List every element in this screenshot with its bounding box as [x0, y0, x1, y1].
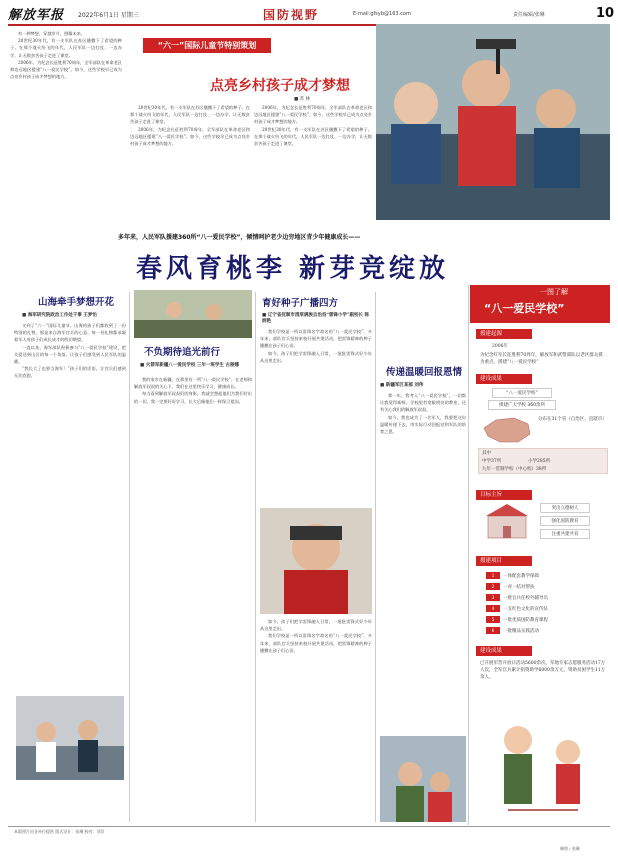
- mid-left-column-byline: ■ 火箭军新疆八一爱民学校 三年一班学生 古丽娜: [140, 363, 239, 368]
- footer-divider: [8, 826, 610, 827]
- page-number: 10: [596, 6, 615, 21]
- left-column-title: 山海牵手梦想开花: [38, 297, 115, 308]
- sidebar-plan-item: 1 一体配套教学保障: [486, 572, 539, 580]
- sidebar-section-scale: 建设成果: [476, 374, 532, 384]
- masthead-logo: 解放军报: [8, 8, 65, 23]
- top-paragraph: 2006年，为纪念长征胜利70周年，全军部队在革命老区和边远地区援建“八一爱民学校”。如今，这些学校早已成为点亮乡村孩子成才梦想的地方。: [10, 59, 122, 80]
- top-left-text: [10, 30, 122, 220]
- sidebar-section-future: 建设成果: [476, 646, 532, 656]
- footer-credits: 本版图片由各单位提供 版式设计：张琳 校对：刘洋: [14, 829, 105, 834]
- sidebar-table-value: 小学285所: [528, 459, 551, 464]
- top-paragraph: 有一种梦想，穿越岁月，照耀未来。: [18, 31, 86, 36]
- mid-left-column-title: 不负期待追光前行: [144, 347, 221, 358]
- sidebar-plan-item: 2 一对一结对帮扶: [486, 583, 535, 591]
- sidebar-plan-item: 4 一支红色文化的宣传队: [486, 605, 548, 613]
- sidebar-table-value: 九年一贯制学校（中心校）38所: [482, 467, 547, 472]
- mid-left-photo: [134, 290, 252, 338]
- main-headline: 春风育桃李 新芽竞绽放: [136, 254, 450, 284]
- sidebar-build-year: 2006年: [492, 344, 508, 349]
- masthead-email: E-mail:gfsyb@163.com: [353, 11, 411, 17]
- china-map-icon: [480, 414, 534, 446]
- mid-right-column-title: 育好种子广播四方: [262, 298, 339, 309]
- top-paragraph: 20世纪30年代，有一支军队在苏区播撒下了希望的种子。在那个战火纷飞的年代，人民军队一边打仗、一边办学，让无数贫苦孩子走进了课堂。: [10, 38, 122, 58]
- sidebar-plan-item: 3 一批官兵任校外辅导员: [486, 594, 548, 602]
- sidebar-section-plan: 援建项目: [476, 556, 532, 566]
- mid-right-column-text-2: 如今，孩子们把学雷锋融入日常，一批批雷锋式好少年从这里走出。 我们学校是一所以雷锋名字命名的“八一爱民学校”。多年来，部队官兵坚持来校开展共建活动，把雷锋精神的种子播撒在孩子们心田。: [260, 619, 372, 653]
- masthead-date: 2022年6月1日 星期三: [78, 12, 139, 19]
- sidebar-divider: [468, 285, 469, 825]
- left-column-byline: ■ 海军研究院政治工作处干事 王梦怡: [22, 313, 97, 318]
- mid-left-column-text: 我的家乡在新疆，在那里有一所“八一爱民学校”。在老师和解放军叔叔的关心下，我们在这里快乐学习、健康成长。 每当看到解放军叔叔们的身影，我就会想起他们为我们付出的一切。我一定要好好学习，长大后像他们一样保卫祖国。: [134, 377, 252, 404]
- top-mid-text-a: 20世纪30年代，有一支军队在苏区播撒下了希望的种子。在那个战火纷飞的年代，人民军队一边打仗、一边办学，让无数贫苦孩子走进了课堂。 2006年，为纪念长征胜利70周年，全军部队在革命老区和边远地区援建“八一爱民学校”。如今，这些学校早已成为点亮乡村孩子成才梦想的地方。: [130, 105, 250, 147]
- sub-headline: 多年来，人民军队援建360所“八一爱民学校”，倾情呵护老少边穷地区青少年健康成长——: [118, 234, 361, 241]
- right-column-text: 那一年，我考入“八一爱民学校”，一切都让我觉得新鲜。学校里有宽敞明亮的教室，还有关心我们的解放军叔叔。 如今，我也成为了一名军人，我要把这份温暖传递下去，用实际行动回报党和军队的培育之恩。: [380, 393, 466, 435]
- column-divider: [129, 292, 130, 822]
- sidebar-illustration: [478, 700, 610, 826]
- sidebar-future-text: 已开展军营开放日活动5600余次，军地专家志愿服务活动17万人次，全军官兵累计捐资助学6000余万元，资助贫困学生11万余人。: [480, 661, 606, 680]
- sidebar-goal-item: 注重共建共育: [540, 529, 590, 539]
- sidebar-title: “八一爱民学校”: [484, 302, 565, 315]
- top-headline: 点亮乡村孩子成才梦想: [210, 78, 350, 94]
- sidebar-plan-item: 5 一批优质国防教育课程: [486, 616, 548, 624]
- sidebar-build-text: 为纪念红军长征胜利70周年，解放军和武警部队以老区群众援为重点，援建“八一爱民学校”: [480, 353, 603, 365]
- sidebar-plan-item: 6 一批精品实践活动: [486, 627, 539, 635]
- left-column-photo: [16, 696, 124, 780]
- school-building-icon: [482, 502, 532, 540]
- mid-right-column-byline: ■ 辽宁省抚顺市清原满族自治县“雷锋小学”副校长 陈炳艳: [262, 313, 370, 324]
- section-title: 国防视野: [263, 8, 320, 22]
- sidebar-schools-label: “八一爱民学校”: [492, 388, 552, 398]
- column-divider: [255, 292, 256, 822]
- sidebar-section-build: 援建起源: [476, 329, 532, 339]
- sidebar-table-value: 中学37所: [482, 459, 502, 464]
- masthead: [8, 4, 615, 26]
- column-divider: [375, 292, 376, 822]
- sidebar-overline: 一图了解: [540, 288, 568, 296]
- sidebar-distribution: 分布在31个省（自治区、直辖市）: [538, 417, 607, 422]
- children-photo: [376, 24, 610, 220]
- sidebar-goal-item: 强化国防教育: [540, 516, 590, 526]
- left-column-text: 又到了“六一”国际儿童节。山海的孩子们都收到了一份特别的礼物，那是来自海军官兵的心意。每一份礼物都承载着军人对孩子们成长成才的殷切期望。 一直以来，海军部队积极参与“八一爱民学校”建设，把关爱送到山区的每一个角落，让孩子们感受到人民军队的温暖。 “我长大了也要当海军！”孩子们的话语，让官兵们感到无比欣慰。: [14, 323, 126, 379]
- sidebar-table-header: 其中: [482, 451, 491, 456]
- right-column-byline: ■ 新疆军区某部 刘伟: [380, 383, 424, 388]
- special-plan-tag: “六一”国际儿童节特别策划: [143, 38, 271, 53]
- footer-mid-credit: 制图 / 张琳: [560, 846, 580, 851]
- mid-right-photo: [260, 508, 372, 614]
- sidebar-count-label: 援建广大学校 360余所: [488, 400, 556, 410]
- sidebar-section-goal: 目标主旨: [476, 490, 532, 500]
- right-column-photo: [380, 736, 466, 822]
- masthead-editor: 责任编辑/张琳: [513, 12, 545, 18]
- sidebar-goal-item: 突出立德树人: [540, 503, 590, 513]
- top-mid-text-b: 2006年，为纪念长征胜利70周年，全军部队在革命老区和边远地区援建“八一爱民学校”。如今，这些学校早已成为点亮乡村孩子成才梦想的地方。 20世纪30年代，有一支军队在苏区播撒下了希望的种子。在那个战火纷飞的年代，人民军队一边打仗、一边办学，让无数贫苦孩子走进了课堂。: [254, 105, 372, 147]
- mid-right-column-text: 我们学校是一所以雷锋名字命名的“八一爱民学校”。多年来，部队官兵坚持来校开展共建活动，把雷锋精神的种子播撒在孩子们心田。 如今，孩子们把学雷锋融入日常，一批批雷锋式好少年从这里走出。: [260, 329, 372, 363]
- top-byline: ■ 苏 林: [294, 97, 311, 102]
- right-column-title: 传递温暖回报恩情: [386, 367, 463, 378]
